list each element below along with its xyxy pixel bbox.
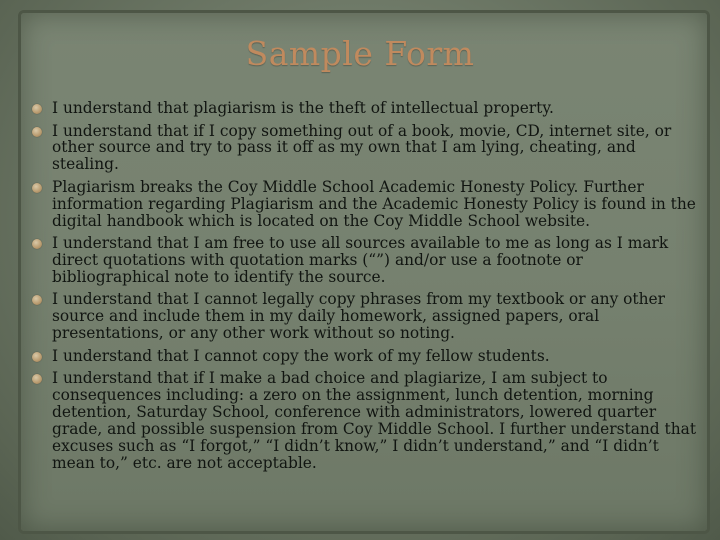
bullet-text: I understand that I am free to use all sources available to me as long as I mark direct quotations with quotation marks (“”) and/or use a footnote or bibliographical note to identify the source. [52,234,669,286]
bullet-item [30,100,698,117]
bullet-item [30,348,698,365]
bullet-item [30,179,698,230]
slide-title: Sample Form [245,34,475,73]
bullet-text: I understand that I cannot copy the work of my fellow students. [52,346,550,365]
bullet-text: Plagiarism breaks the Coy Middle School Academic Honesty Policy. Further information regarding Plagiarism and the Academic Honesty Policy is found in the digital handbook which is located on the Coy Middle School website. [52,177,696,230]
bullet-text: I understand that if I make a bad choice and plagiarize, I am subject to consequences including: a zero on the assignment, lunch detention, morning detention, Saturday School, conference with administrators, lowered quarter grade, and possible suspension from Coy Middle School. I further understand that excuses such as “I forgot,” “I didn’t know,” I didn’t understand,” and “I didn’t mean to,” etc. are not acceptable. [52,369,697,472]
bullet-icon [32,239,42,249]
bullet-icon [32,127,42,137]
bullet-text: I understand that plagiarism is the theft of intellectual property. [52,99,554,117]
bullet-text: I understand that I cannot legally copy phrases from my textbook or any other source and include them in my daily homework, assigned papers, oral presentations, or any other work without so noting. [52,290,665,343]
bullet-item [30,370,698,471]
bullet-text: I understand that if I copy something out of a book, movie, CD, internet site, or other source and try to pass it off as my own that I am lying, cheating, and stealing. [52,121,672,174]
bullet-item [30,291,698,342]
bullet-icon [32,183,42,193]
bullet-icon [32,374,42,384]
bullet-item [30,235,698,286]
bullet-item [30,123,698,174]
bullet-list [30,100,698,477]
bullet-icon [32,295,42,305]
bullet-icon [32,104,42,114]
bullet-icon [32,352,42,362]
